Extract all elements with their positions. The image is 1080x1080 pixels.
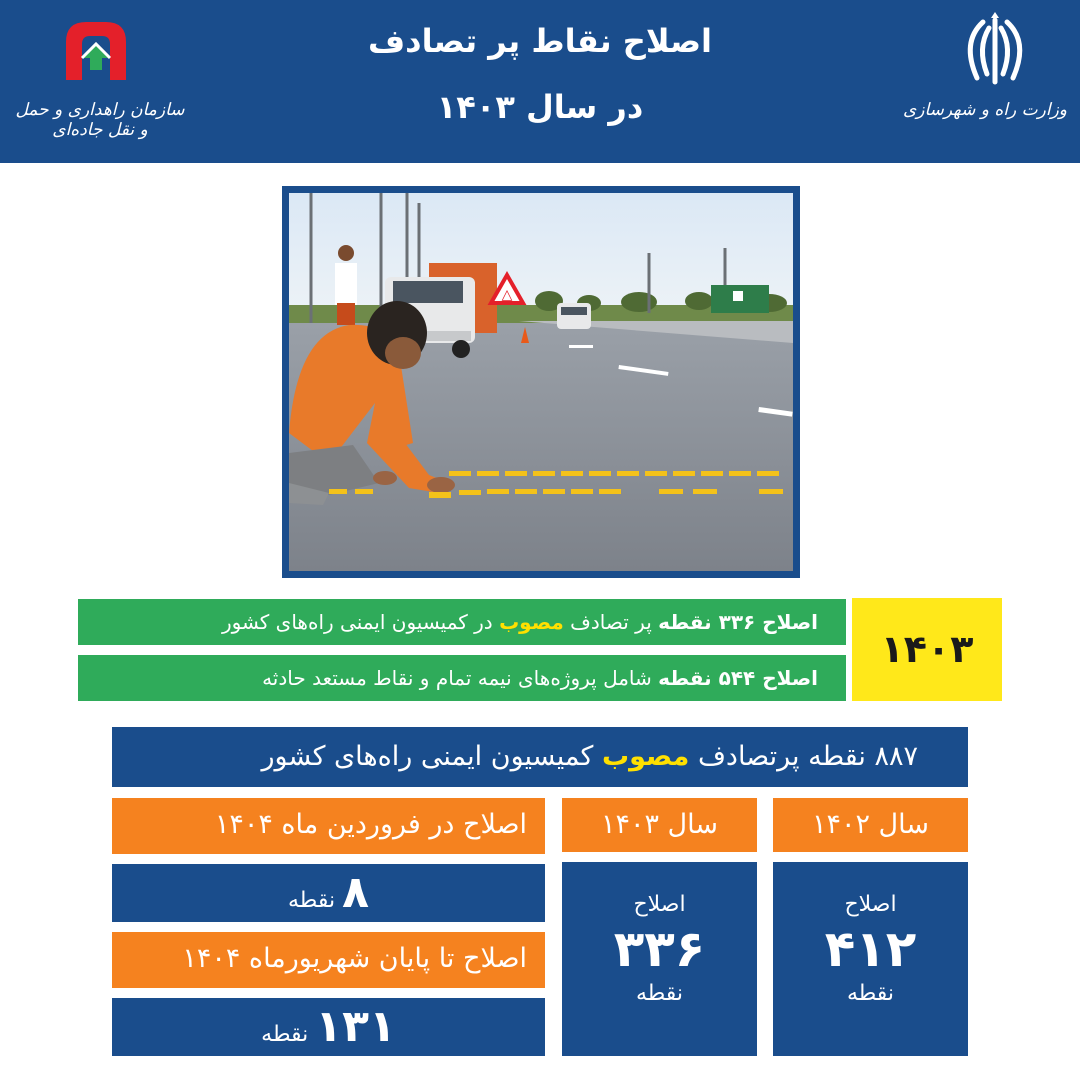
summary-row-approved [78,599,846,645]
summary-row1-prefix: اصلاح ۳۳۶ نقطه [658,610,818,634]
approved-before: ۸۸۷ نقطه پرتصادف [689,741,918,772]
road-worker-photo [289,193,793,571]
page-title-line2: در سال ۱۴۰۳ [436,88,644,126]
org-right-name: وزارت راه و شهرسازی [902,100,1067,120]
page-title-line1: اصلاح نقاط پر تصادف [367,22,713,60]
year-1403-label: سال ۱۴۰۳ [562,798,757,852]
year-1402-unit: نقطه [846,981,895,1006]
shahrivar-1404-value: ۱۳۱ [315,1001,396,1052]
summary-row1-suffix: در کمیسیون ایمنی راه‌های کشور [221,610,500,634]
year-1403-caption: اصلاح [633,892,686,917]
summary-row1-middle: پر تصادف [563,610,659,634]
org-left-name: سازمان راهداری و حمل و نقل جاده‌ای [15,100,185,140]
farvardin-1404-unit: نقطه [288,888,343,913]
year-1403-card [562,862,757,1056]
shahrivar-1404-value-box [112,998,545,1056]
farvardin-1404-label: اصلاح در فروردین ماه ۱۴۰۴ [112,798,545,854]
warning-sign-glyph: △ [501,287,513,303]
year-1403-value: ۳۳۶ [613,920,706,978]
year-1402-label: سال ۱۴۰۲ [773,798,968,852]
road-maintenance-logo-icon [60,18,132,82]
farvardin-1404-value-box [112,864,545,922]
year-1402-card [773,862,968,1056]
approved-points-bar [112,727,968,787]
farvardin-1404-value: ۸ [342,867,369,918]
shahrivar-1404-unit: نقطه [261,1022,316,1047]
header-banner [0,0,1080,163]
shahrivar-1404-label: اصلاح تا پایان شهریورماه ۱۴۰۴ [112,932,545,988]
year-1402-value: ۴۱۲ [824,920,917,978]
year-badge: ۱۴۰۳ [852,598,1002,701]
year-1402-caption: اصلاح [844,892,897,917]
approved-highlight: مصوب [601,741,690,772]
iran-emblem-icon [955,12,1035,92]
summary-row-incomplete [78,655,846,701]
summary-row2-suffix: شامل پروژه‌های نیمه تمام و نقاط مستعد حادثه [262,666,659,690]
approved-after: کمیسیون ایمنی راه‌های کشور [261,741,602,772]
summary-row1-highlight: مصوب [499,610,564,634]
summary-row2-prefix: اصلاح ۵۴۴ نقطه [658,666,818,690]
year-1403-unit: نقطه [635,981,684,1006]
